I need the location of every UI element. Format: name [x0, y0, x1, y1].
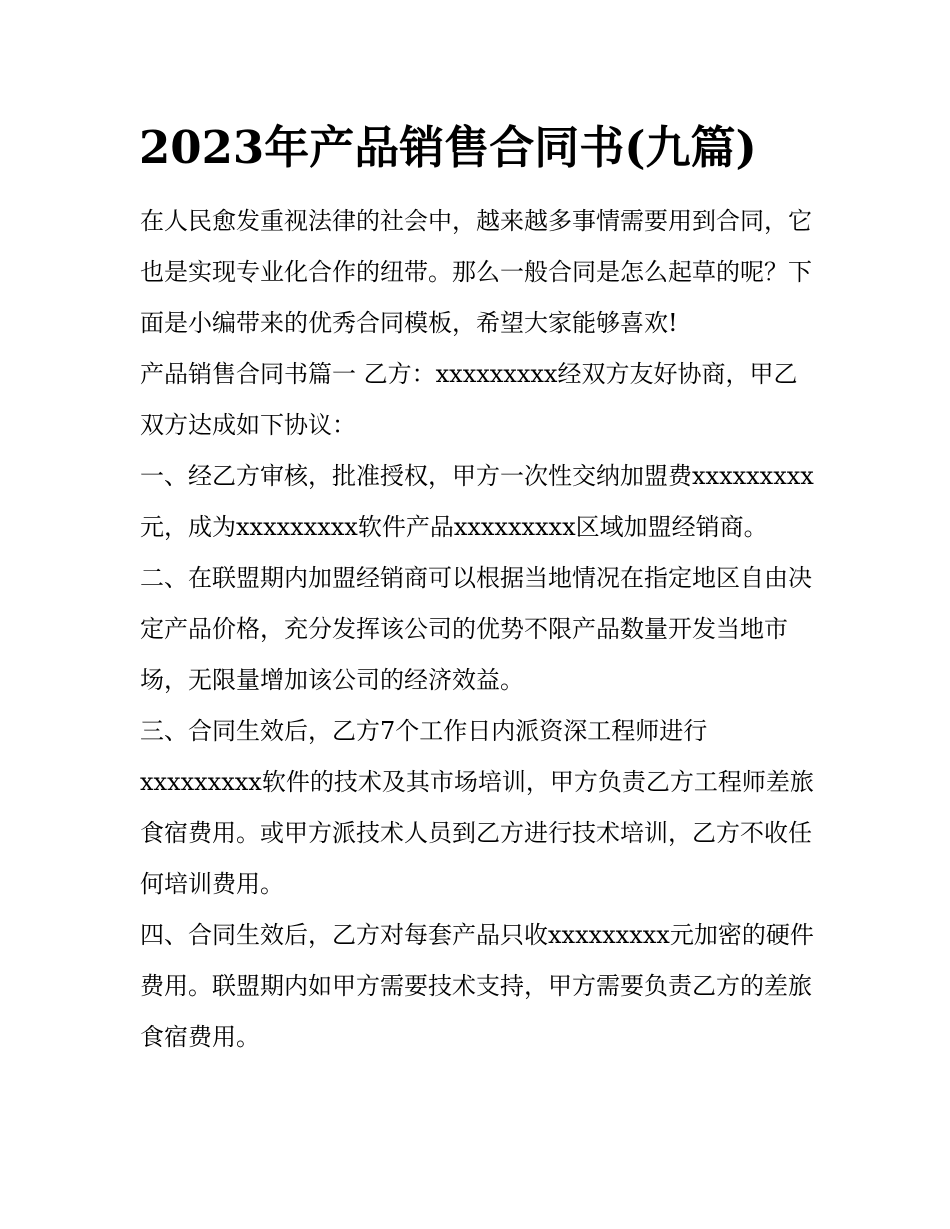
clause-2-paragraph: 二、在联盟期内加盟经销商可以根据当地情况在指定地区自由决定产品价格，充分发挥该公司的优势不限产品数量开发当地市场，无限量增加该公司的经济效益。 — [140, 564, 812, 694]
clause-4-paragraph: 四、合同生效后，乙方对每套产品只收xxxxxxxxx元加密的硬件费用。联盟期内如甲方需要技术支持，甲方需要负责乙方的差旅食宿费用。 — [140, 921, 814, 1051]
clause-3-paragraph: 三、合同生效后，乙方7个工作日内派资深工程师进行xxxxxxxxx软件的技术及其市场培训，甲方负责乙方工程师差旅食宿费用。或甲方派技术人员到乙方进行技术培训，乙方不收任何培训费用。 — [140, 717, 814, 898]
clause-1-paragraph: 一、经乙方审核，批准授权，甲方一次性交纳加盟费xxxxxxxxx元，成为xxxxxxxxx软件产品xxxxxxxxx区域加盟经销商。 — [140, 462, 814, 541]
document-body — [140, 196, 820, 1063]
section-heading-paragraph: 产品销售合同书篇一 乙方：xxxxxxxxx经双方友好协商，甲乙双方达成如下协议： — [140, 360, 798, 439]
intro-paragraph: 在人民愈发重视法律的社会中，越来越多事情需要用到合同，它也是实现专业化合作的纽带。那么一般合同是怎么起草的呢？下面是小编带来的优秀合同模板，希望大家能够喜欢! — [140, 207, 812, 337]
document-title: 2023年产品销售合同书(九篇) — [139, 121, 757, 174]
